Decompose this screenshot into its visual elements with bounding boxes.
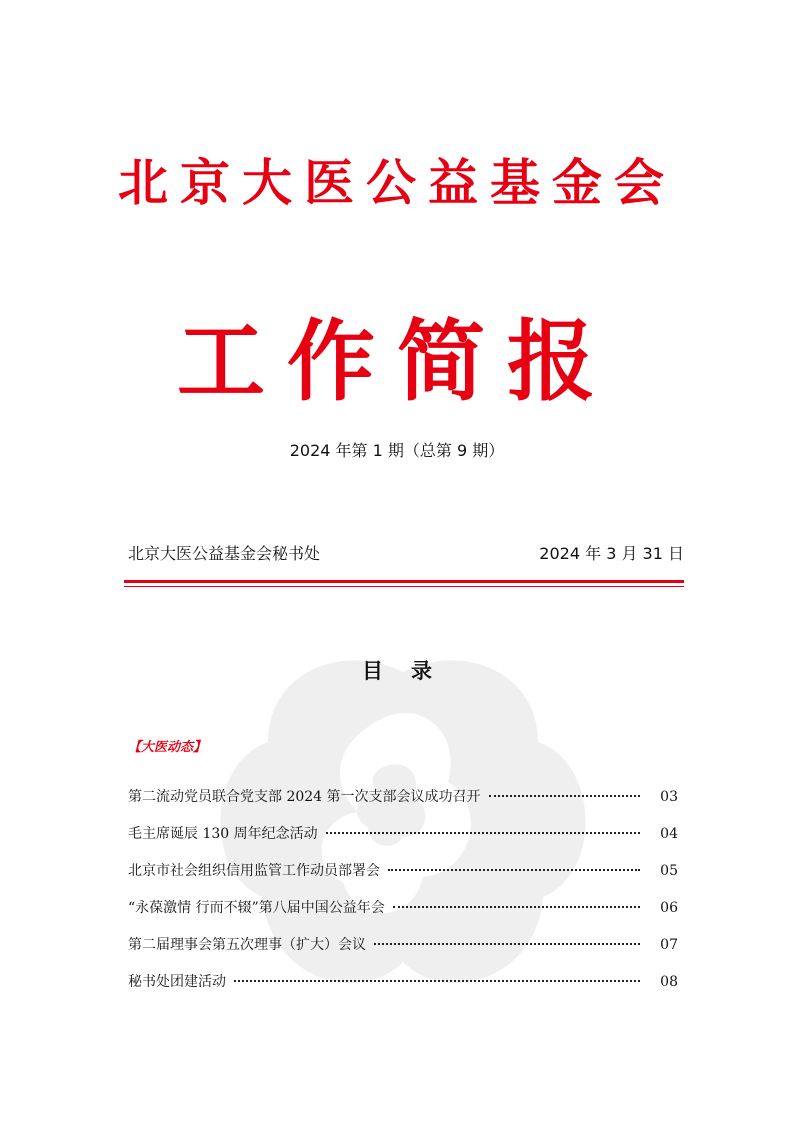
toc-leader-dots bbox=[489, 795, 640, 797]
issue-number: 2024 年第 1 期（总第 9 期） bbox=[289, 441, 505, 460]
toc-item-label: 秘书处团建活动 bbox=[128, 974, 226, 990]
toc-item[interactable] bbox=[128, 860, 678, 897]
toc-item-page: 06 bbox=[660, 900, 678, 916]
toc-item-label: 毛主席诞辰 130 周年纪念活动 bbox=[128, 826, 318, 842]
header-divider-thick bbox=[124, 580, 684, 583]
toc-item[interactable] bbox=[128, 971, 678, 1008]
org-title: 北京大医公益基金会 bbox=[118, 154, 676, 212]
toc-item[interactable] bbox=[128, 897, 678, 934]
toc-section-tag: 【大医动态】 bbox=[128, 740, 207, 755]
toc-leader-dots bbox=[326, 832, 640, 834]
toc-item-label: 第二流动党员联合党支部 2024 第一次支部会议成功召开 bbox=[128, 789, 481, 805]
toc-item[interactable] bbox=[128, 934, 678, 971]
table-of-contents bbox=[128, 786, 678, 1008]
toc-item-label: “永葆激情 行而不辍”第八届中国公益年会 bbox=[128, 900, 385, 916]
toc-item[interactable] bbox=[128, 823, 678, 860]
toc-item-page: 03 bbox=[660, 789, 678, 805]
toc-leader-dots bbox=[234, 980, 640, 982]
header-divider-thin bbox=[124, 586, 684, 587]
publisher-department: 北京大医公益基金会秘书处 bbox=[128, 544, 321, 563]
toc-leader-dots bbox=[374, 943, 640, 945]
report-title: 工作简报 bbox=[176, 310, 617, 413]
toc-item-page: 07 bbox=[660, 937, 678, 953]
toc-item-page: 05 bbox=[660, 863, 678, 879]
toc-item-page: 08 bbox=[660, 974, 678, 990]
toc-item-label: 北京市社会组织信用监管工作动员部署会 bbox=[128, 863, 380, 879]
toc-leader-dots bbox=[393, 906, 640, 908]
toc-item-label: 第二届理事会第五次理事（扩大）会议 bbox=[128, 937, 366, 953]
toc-title: 目录 bbox=[362, 659, 460, 683]
toc-leader-dots bbox=[388, 869, 640, 871]
toc-item[interactable] bbox=[128, 786, 678, 823]
toc-item-page: 04 bbox=[660, 826, 678, 842]
publish-date: 2024 年 3 月 31 日 bbox=[539, 544, 684, 563]
